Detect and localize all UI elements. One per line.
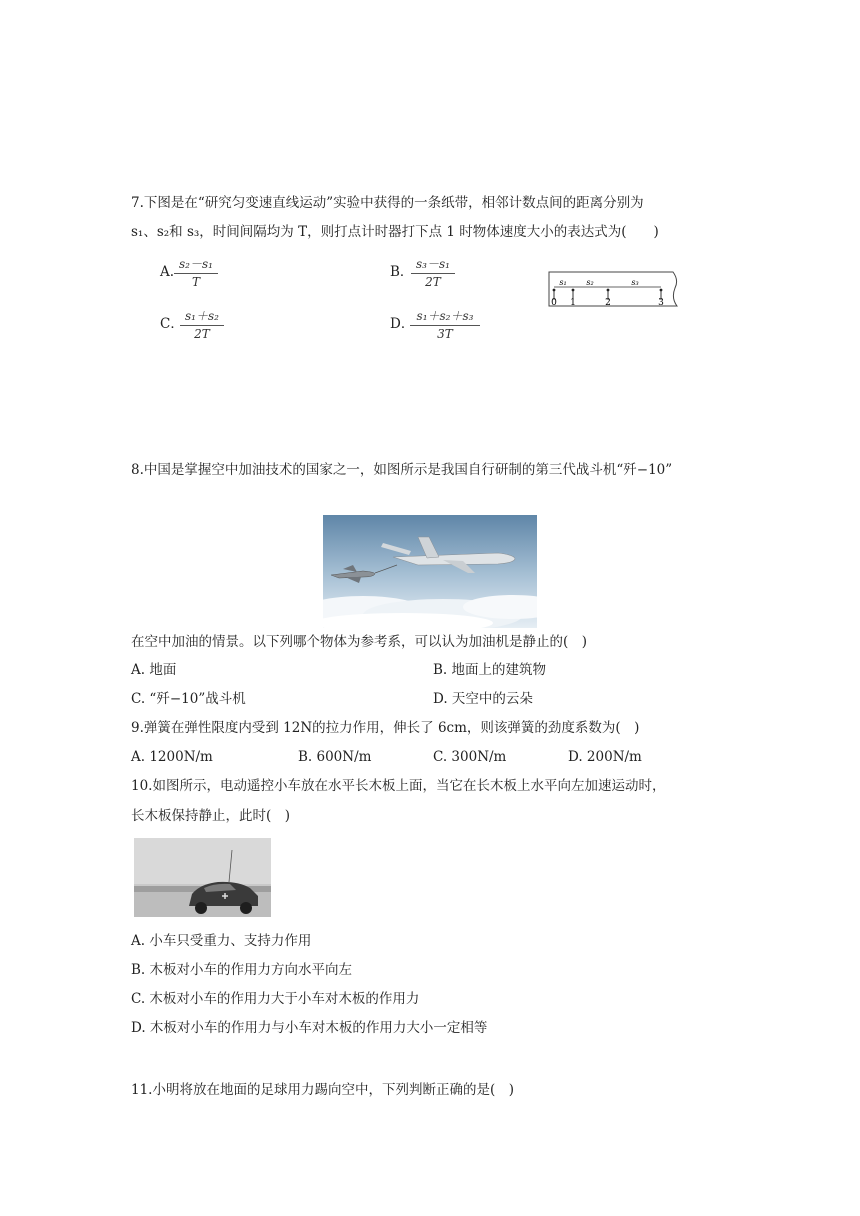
q7-option-d-denominator: 3T <box>437 327 453 341</box>
q9-option-a: A. 1200N/m <box>131 749 213 765</box>
q7-option-c-label: C． <box>160 316 184 332</box>
q7-option-b-label: B． <box>390 264 414 280</box>
q7-option-a-numerator: s₂－s₁ <box>174 255 218 274</box>
tape-s3-label: s₃ <box>631 278 639 287</box>
q10-option-d: D. 木板对小车的作用力与小车对木板的作用力大小一定相等 <box>131 1020 488 1036</box>
q8-option-d: D. 天空中的云朵 <box>433 691 533 707</box>
q7-option-a-label: A. <box>160 264 175 280</box>
q9-option-c: C. 300N/m <box>433 749 507 765</box>
q7-option-b-denominator: 2T <box>425 275 441 289</box>
remote-car-photo <box>134 838 271 917</box>
q7-stem-line2: s₁、s₂和 s₃，时间间隔均为 T，则打点计时器打下点 1 时物体速度大小的表达式为( ) <box>131 224 659 240</box>
paper-tape-diagram <box>545 268 683 310</box>
q8-stem-line2: 在空中加油的情景。以下列哪个物体为参考系，可以认为加油机是静止的( ) <box>131 634 588 650</box>
q7-option-b-fraction <box>411 255 455 289</box>
q9-option-b: B. 600N/m <box>298 749 372 765</box>
q8-option-c: C. “歼−10”战斗机 <box>131 691 246 707</box>
q11-stem: 11.小明将放在地面的足球用力踢向空中，下列判断正确的是( ) <box>131 1082 515 1098</box>
q7-option-c-denominator: 2T <box>194 327 210 341</box>
q10-option-b: B. 木板对小车的作用力方向水平向左 <box>131 962 353 978</box>
q7-option-c-numerator: s₁＋s₂ <box>180 307 224 326</box>
tape-point-3: 3 <box>658 298 664 308</box>
q7-option-d-fraction <box>410 307 480 341</box>
q10-stem-line2: 长木板保持静止，此时( ) <box>131 808 291 824</box>
q7-option-a-denominator: T <box>191 275 200 289</box>
q7-option-d-numerator: s₁＋s₂＋s₃ <box>410 307 480 326</box>
tape-point-2: 2 <box>605 298 611 308</box>
tape-point-0: 0 <box>551 298 557 308</box>
q9-stem: 9.弹簧在弹性限度内受到 12N的拉力作用，伸长了 6cm，则该弹簧的劲度系数为( ) <box>131 720 640 736</box>
q9-option-d: D. 200N/m <box>568 749 642 765</box>
q7-option-c-fraction <box>180 307 224 341</box>
refueling-aircraft-photo <box>323 515 537 628</box>
tape-s2-label: s₂ <box>586 278 594 287</box>
q7-option-d-label: D． <box>390 316 415 332</box>
q7-stem-line1: 7.下图是在“研究匀变速直线运动”实验中获得的一条纸带，相邻计数点间的距离分别为 <box>131 195 644 211</box>
q10-option-c: C. 木板对小车的作用力大于小车对木板的作用力 <box>131 991 420 1007</box>
q10-option-a: A. 小车只受重力、支持力作用 <box>131 933 312 949</box>
q7-option-a-fraction <box>174 255 218 289</box>
q8-option-b: B. 地面上的建筑物 <box>433 662 547 678</box>
q10-stem-line1: 10.如图所示，电动遥控小车放在水平长木板上面，当它在长木板上水平向左加速运动时， <box>131 778 666 794</box>
q8-option-a: A. 地面 <box>131 662 177 678</box>
q8-stem-line1: 8.中国是掌握空中加油技术的国家之一，如图所示是我国自行研制的第三代战斗机“歼−10” <box>131 462 673 478</box>
tape-point-1: 1 <box>570 298 576 308</box>
q7-option-b-numerator: s₃－s₁ <box>411 255 455 274</box>
tape-s1-label: s₁ <box>559 278 567 287</box>
